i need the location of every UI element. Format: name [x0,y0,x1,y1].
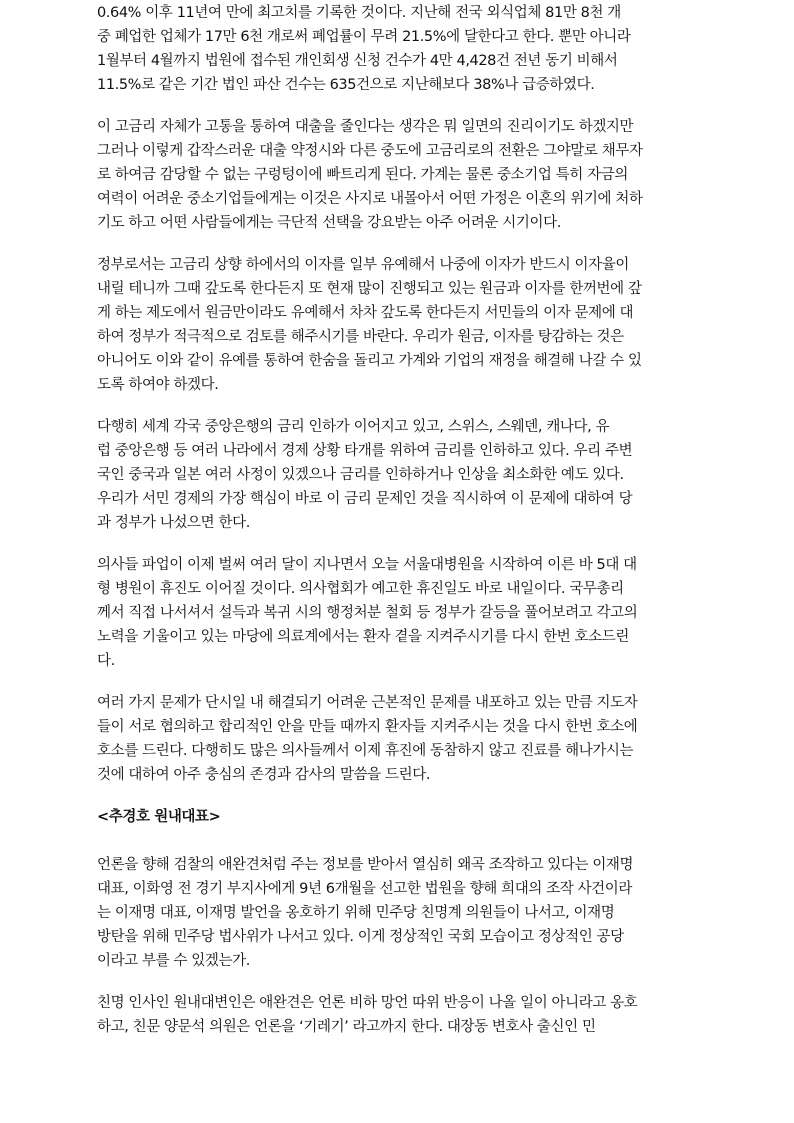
text-line: 여력이 어려운 중소기업들에게는 이것은 사지로 내몰아서 어떤 가정은 이혼의 위기에 처하 [97,191,643,207]
text-line: 기도 하고 어떤 사람들에게는 극단적 선택을 강요받는 아주 어려운 시기이다. [97,215,561,231]
text-line: 럽 중앙은행 등 여러 나라에서 경제 상황 타개를 위하여 금리를 인하하고 있다. 우리 주변 [97,443,633,459]
text-line: 로 하여금 감당할 수 없는 구렁텅이에 빠트리게 된다. 가계는 물론 중소기업 특히 자금의 [97,167,628,183]
text-line: 11.5%로 같은 기간 법인 파산 건수는 635건으로 지난해보다 38%나 급증하였다. [97,77,595,93]
text-line: 중 폐업한 업체가 17만 6천 개로써 폐업률이 무려 21.5%에 달한다고 한다. 뿐만 아니라 [97,29,631,45]
text-line: 도록 하여야 하겠다. [97,377,219,393]
paragraph-doctors-strike [97,553,697,673]
text-line: 과 정부가 나섰으면 한다. [97,515,250,531]
text-line: 여러 가지 문제가 단시일 내 해결되기 어려운 근본적인 문제를 내포하고 있는 만큼 지도자 [97,695,638,711]
paragraph-spokesperson [97,991,697,1039]
paragraph-press-criticism [97,853,697,973]
text-line: 정부로서는 고금리 상향 하에서의 이자를 일부 유예해서 나중에 이자가 반드시 이자율이 [97,257,629,273]
paragraph-appeal [97,691,697,787]
text-line: 아니어도 이와 같이 유예를 통하여 한숨을 돌리고 가계와 기업의 재정을 해결해 나갈 수 있 [97,353,642,369]
document-page [97,0,697,1057]
text-line: 의사들 파업이 이제 벌써 여러 달이 지나면서 오늘 서울대병원을 시작하여 이른 바 5대 대 [97,557,637,573]
text-line: 다행히 세계 각국 중앙은행의 금리 인하가 이어지고 있고, 스위스, 스웨덴, 캐나다, 유 [97,419,610,435]
text-line: 게 하는 제도에서 원금만이라도 유예해서 차차 갚도록 한다든지 서민들의 이자 문제에 대 [97,305,634,321]
text-line: 다. [97,653,115,669]
text-line: 우리가 서민 경제의 가장 핵심이 바로 이 금리 문제인 것을 직시하여 이 문제에 대하여 당 [97,491,633,507]
text-line: 이라고 부를 수 있겠는가. [97,953,250,969]
text-line: 형 병원이 휴진도 이어질 것이다. 의사협회가 예고한 휴진일도 바로 내일이다. 국무총리 [97,581,624,597]
text-line: 0.64% 이후 11년여 만에 최고치를 기록한 것이다. 지난해 전국 외식업체 81만 8천 개 [97,5,621,21]
text-line: 내릴 테니까 그때 갚도록 한다든지 또 현재 많이 진행되고 있는 원금과 이자를 한꺼번에 갚 [97,281,642,297]
paragraph-high-interest [97,115,697,235]
paragraph-interest-stats [97,1,697,97]
paragraph-government-deferral [97,253,697,397]
text-line: 하여 정부가 적극적으로 검토를 해주시기를 바란다. 우리가 원금, 이자를 탕감하는 것은 [97,329,624,345]
text-line: 국인 중국과 일본 여러 사정이 있겠으나 금리를 인하하거나 인상을 최소화한 예도 있다. [97,467,624,483]
speaker-heading: <추경호 원내대표> [97,809,221,825]
text-line: 언론을 향해 검찰의 애완견처럼 주는 정보를 받아서 열심히 왜곡 조작하고 있다는 이재명 [97,857,634,873]
text-line: 1월부터 4월까지 법원에 접수된 개인회생 신청 건수가 4만 4,428건 전년 동기 비해서 [97,53,618,69]
text-line: 것에 대하여 아주 충심의 존경과 감사의 말씀을 드린다. [97,767,431,783]
text-line: 노력을 기울이고 있는 마당에 의료계에서는 환자 곁을 지켜주시기를 다시 한번 호소드린 [97,629,629,645]
text-line: 대표, 이화영 전 경기 부지사에게 9년 6개월을 선고한 법원을 향해 희대의 조작 사건이라 [97,881,633,897]
text-line: 호소를 드린다. 다행히도 많은 의사들께서 이제 휴진에 동참하지 않고 진료를 해나가시는 [97,743,634,759]
text-line: 이 고금리 자체가 고통을 통하여 대출을 줄인다는 생각은 뭐 일면의 진리이기도 하겠지만 [97,119,634,135]
paragraph-rate-cuts [97,415,697,535]
text-line: 는 이재명 대표, 이재명 발언을 옹호하기 위해 민주당 친명계 의원들이 나서고, 이재명 [97,905,615,921]
text-line: 하고, 친문 양문석 의원은 언론을 ‘기레기’ 라고까지 한다. 대장동 변호사 출신인 민 [97,1019,596,1035]
text-line: 그러나 이렇게 갑작스러운 대출 약정시와 다른 중도에 고금리로의 전환은 그야말로 채무자 [97,143,643,159]
text-line: 께서 직접 나서셔서 설득과 복귀 시의 행정처분 철회 등 정부가 갈등을 풀어보려고 각고의 [97,605,638,621]
text-line: 들이 서로 협의하고 합리적인 안을 만들 때까지 환자들 지켜주시는 것을 다시 한번 호소에 [97,719,638,735]
text-line: 방탄을 위해 민주당 법사위가 나서고 있다. 이게 정상적인 국회 모습이고 정상적인 공당 [97,929,624,945]
text-line: 친명 인사인 원내대변인은 애완견은 언론 비하 망언 따위 반응이 나올 일이 아니라고 옹호 [97,995,638,1011]
